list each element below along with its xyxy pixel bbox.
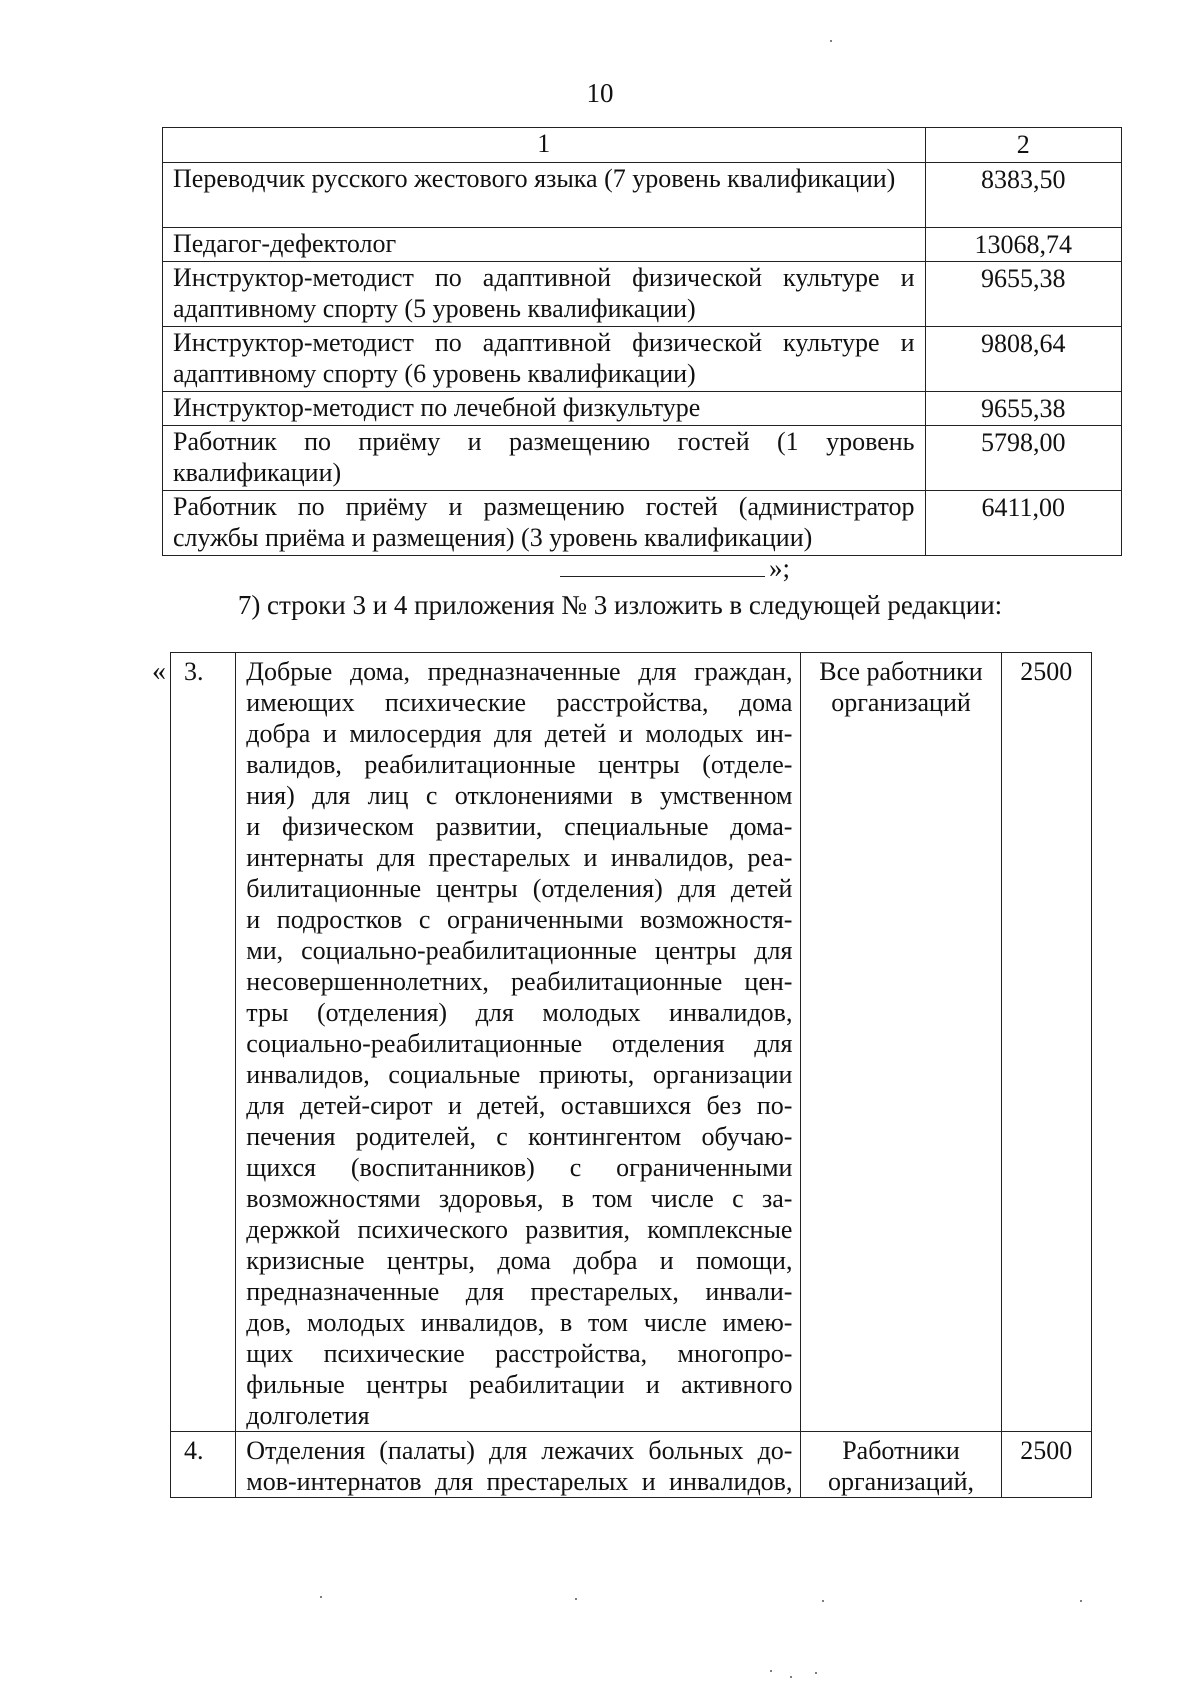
- scan-speck: [830, 40, 832, 42]
- position-value: 9808,64: [925, 327, 1121, 392]
- position-name: Работник по приёму и размещению гостей (1 уровень квалификации): [163, 426, 926, 491]
- description-line: тры (отделения) для молодых инвалидов,: [246, 998, 793, 1027]
- opening-quote-mark: «: [152, 656, 166, 687]
- row-employees: Работники организаций,: [801, 1432, 1001, 1498]
- description-line: ния) для лиц с отклонениями в умственном: [246, 781, 793, 810]
- scan-speck: [575, 1598, 577, 1600]
- table-header-row: [163, 128, 1122, 163]
- position-value: 5798,00: [925, 426, 1121, 491]
- description-line: мов-интернатов для престарелых и инвалидов,: [246, 1467, 793, 1496]
- position-value: 8383,50: [925, 163, 1121, 228]
- row-employees: Все работники организаций: [801, 653, 1001, 1432]
- description-line: фильные центры реабилитации и активного: [246, 1370, 793, 1399]
- description-line: имеющих психические расстройства, дома: [246, 688, 793, 717]
- description-line: держкой психического развития, комплексные: [246, 1215, 793, 1244]
- description-line: печения родителей, с контингентом обучаю-: [246, 1122, 793, 1151]
- scan-speck: [815, 1672, 817, 1674]
- description-line: щихся (воспитанников) с ограниченными: [246, 1153, 793, 1182]
- description-line: валидов, реабилитационные центры (отделе-: [246, 750, 793, 779]
- underline-rule: [560, 556, 765, 577]
- amendment-instruction: 7) строки 3 и 4 приложения № 3 изложить в следующей редакции:: [237, 590, 1003, 620]
- table-row: [163, 426, 1122, 491]
- row-description: [236, 653, 801, 1432]
- description-line: для детей-сирот и детей, оставшихся без по-: [246, 1091, 793, 1120]
- closing-quote-line: [560, 553, 790, 584]
- position-name: Педагог-дефектолог: [163, 228, 926, 262]
- description-line: ми, социально-реабилитационные центры для: [246, 936, 793, 965]
- position-value: 13068,74: [925, 228, 1121, 262]
- table-row: [163, 392, 1122, 426]
- column-header-2: 2: [925, 128, 1121, 163]
- description-line: добра и милосердия для детей и молодых ин-: [246, 719, 793, 748]
- appendix-table: [170, 652, 1092, 1498]
- description-line: и физическом развитии, специальные дома-: [246, 812, 793, 841]
- table-row: [171, 1432, 1092, 1498]
- column-header-1: 1: [163, 128, 926, 163]
- position-value: 9655,38: [925, 262, 1121, 327]
- table-row: [163, 262, 1122, 327]
- scan-speck: [770, 1670, 772, 1672]
- closing-quote-mark: »;: [769, 553, 791, 583]
- scan-speck: [1080, 1600, 1082, 1602]
- description-line: щих психические расстройства, многопро-: [246, 1339, 793, 1368]
- description-line: кризисные центры, дома добра и помощи,: [246, 1246, 793, 1275]
- description-line: предназначенные для престарелых, инвали-: [246, 1277, 793, 1306]
- table-row: [163, 228, 1122, 262]
- scan-speck: [790, 1676, 792, 1678]
- description-line: интернаты для престарелых и инвалидов, реа-: [246, 843, 793, 872]
- salary-table: [162, 127, 1122, 556]
- row-description: [236, 1432, 801, 1498]
- position-name: Работник по приёму и размещению гостей (администратор службы приёма и размещения) (3 уровень квалификации): [163, 491, 926, 556]
- position-name: Переводчик русского жестового языка (7 уровень квалификации): [163, 163, 926, 228]
- description-line: инвалидов, социальные приюты, организации: [246, 1060, 793, 1089]
- description-line: долголетия: [246, 1401, 370, 1430]
- description-line: Добрые дома, предназначенные для граждан,: [246, 657, 793, 686]
- description-line: билитационные центры (отделения) для детей: [246, 874, 793, 903]
- position-value: 9655,38: [925, 392, 1121, 426]
- table-row: [163, 327, 1122, 392]
- description-line: социально-реабилитационные отделения для: [246, 1029, 793, 1058]
- description-line: Отделения (палаты) для лежачих больных до-: [246, 1436, 793, 1465]
- row-value: 2500: [1001, 653, 1091, 1432]
- row-value: 2500: [1001, 1432, 1091, 1498]
- scan-speck: [320, 1596, 322, 1598]
- description-line: дов, молодых инвалидов, в том числе имею-: [246, 1308, 793, 1337]
- row-number: 4.: [171, 1432, 236, 1498]
- position-name: Инструктор-методист по адаптивной физической культуре и адаптивному спорту (6 уровень квалификации): [163, 327, 926, 392]
- table-row: [171, 653, 1092, 1432]
- table-row: [163, 491, 1122, 556]
- description-line: несовершеннолетних, реабилитационные цен-: [246, 967, 793, 996]
- description-line: возможностями здоровья, в том числе с за-: [246, 1184, 793, 1213]
- description-line: и подростков с ограниченными возможностя-: [246, 905, 793, 934]
- position-name: Инструктор-методист по лечебной физкультуре: [163, 392, 926, 426]
- position-name: Инструктор-методист по адаптивной физической культуре и адаптивному спорту (5 уровень квалификации): [163, 262, 926, 327]
- table-row: [163, 163, 1122, 228]
- row-number: 3.: [171, 653, 236, 1432]
- position-value: 6411,00: [925, 491, 1121, 556]
- page-number: 10: [586, 78, 614, 108]
- scan-speck: [822, 1600, 824, 1602]
